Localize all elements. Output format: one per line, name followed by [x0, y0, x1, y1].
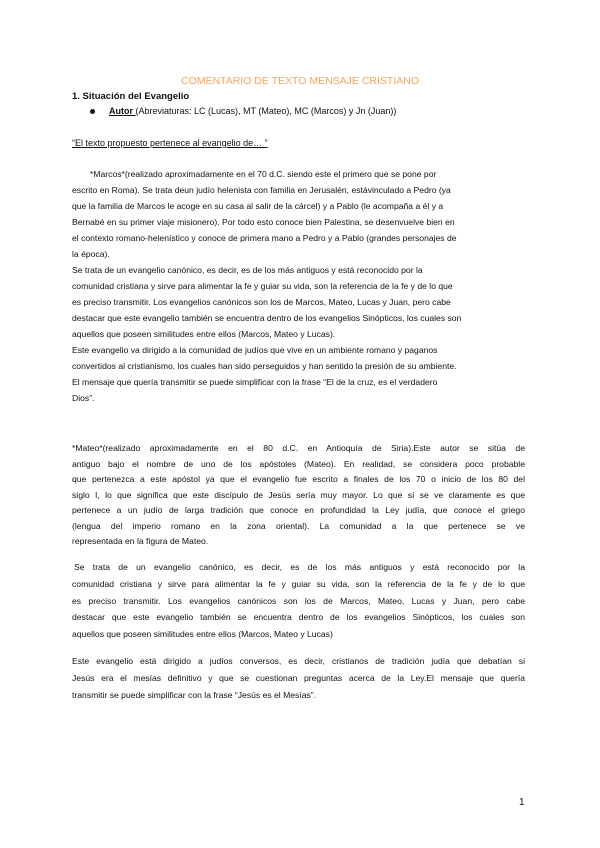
- text-line: el contexto romano-helenístico y conoce de primera mano a Pedro y a Pablo (grandes personajes de: [72, 233, 457, 243]
- bullet-icon: [90, 109, 95, 114]
- text-line: Jesús era el mesías definitivo y que se cuestionan preguntas acerca de la Ley.El mensaje que quería: [72, 673, 525, 683]
- text-line: convertidos al cristianismo, los cuales han sido perseguidos y han sentido la presión de su ambiente.: [72, 361, 457, 371]
- text-line: la época).: [72, 249, 110, 259]
- text-line: que pertenezca a este apóstol ya que el evangelio fue escrito a finales de los 70 o inicio de los 80 del: [72, 474, 525, 484]
- text-line: comunidad cristiana y sirve para alimentar la fe y guiar su vida, son la referencia de la fe y de lo que: [72, 281, 453, 291]
- text-line: Este evangelio va dirigido a la comunidad de judíos que vive en un ambiente romano y paganos: [72, 345, 438, 355]
- text-line: Dios”.: [72, 393, 95, 403]
- text-line: que la familia de Marcos le acoge en su casa al salir de la cárcel) y a Pablo (le acompaña a él y a: [72, 201, 444, 211]
- text-line: aquellos que poseen similitudes entre ellos (Marcos, Mateo y Lucas): [72, 629, 333, 639]
- text-line: siglo I, lo que significa que este discípulo de Jesús sería muy mayor. Lo que sí se ve claramente es que: [72, 489, 525, 500]
- text-line: escrito en Roma). Se trata deun judío helenista con familia en Jerusalén, estávinculado a Pedro (ya: [72, 185, 451, 195]
- quote-line: “El texto propuesto pertenece al evangelio de… ”: [72, 138, 268, 148]
- text-line: (lengua del imperio romano en la zona oriental). La comunidad a la que pertenece se ve: [72, 520, 525, 531]
- text-line: *Marcos*(realizado aproximadamente en el 70 d.C. siendo este el primero que se pone por: [90, 169, 437, 179]
- text-line: *Mateo*(realizado aproximadamente en el 80 d.C. en Antioquía de Siria).Este autor se sitúa de: [72, 443, 525, 453]
- text-line: comunidad cristiana y sirve para alimentar la fe y guiar su vida, son la referencia de la fe y de lo que: [72, 578, 525, 589]
- text-line: aquellos que poseen similitudes entre ellos (Marcos, Mateo y Lucas).: [72, 329, 336, 339]
- text-line: pertenece a un judío de larga tradición que conoce en profundidad la Ley judía, que conoce el griego: [72, 505, 525, 515]
- text-line: Este evangelio está dirigido a judíos conversos, es decir, cristianos de tradición judía que debatían si: [72, 656, 525, 666]
- text-line: destacar que este evangelio también se encuentra dentro de los evangelios Sinópticos, los cuales son: [72, 612, 525, 623]
- text-line: El mensaje que quería transmitir se puede simplificar con la frase “El de la cruz, es el verdadero: [72, 377, 438, 387]
- text-line: transmitir se puede simplificar con la frase “Jesús es el Mesías”.: [72, 690, 317, 700]
- page-number: 1: [519, 797, 525, 808]
- bullet-label: Autor: [109, 106, 136, 116]
- text-line: Se trata de un evangelio canónico, es decir, es de los más antiguos y está reconocido por la: [72, 265, 423, 275]
- section-heading: 1. Situación del Evangelio: [72, 91, 190, 102]
- text-line: Se trata de un evangelio canónico, es decir, es de los más antiguos y está reconocido por la: [74, 562, 525, 572]
- text-line: Bernabé en su primer viaje misionero). Por todo esto conoce bien Palestina, se desenvuelve bien en: [72, 217, 455, 227]
- bullet-item-autor: [90, 106, 396, 116]
- text-line: es preciso transmitir. Los evangelios canónicos son los de Marcos, Mateo, Lucas y Juan, pero cabe: [72, 297, 451, 307]
- text-line: destacar que este evangelio también se encuentra dentro de los evangelios Sinópticos, los cuales son: [72, 313, 462, 323]
- text-line: es preciso transmitir. Los evangelios canónicos son los de Marcos, Mateo, Lucas y Juan, pero cabe: [72, 595, 525, 606]
- document-title: COMENTARIO DE TEXTO MENSAJE CRISTIANO: [180, 75, 420, 87]
- text-line: antiguo bajo el nombre de uno de los apóstoles (Mateo). En realidad, se considera poco probable: [72, 458, 525, 469]
- text-line: representada en la figura de Mateo.: [72, 536, 209, 546]
- bullet-text: (Abreviaturas: LC (Lucas), MT (Mateo), MC (Marcos) y Jn (Juan)): [135, 106, 397, 116]
